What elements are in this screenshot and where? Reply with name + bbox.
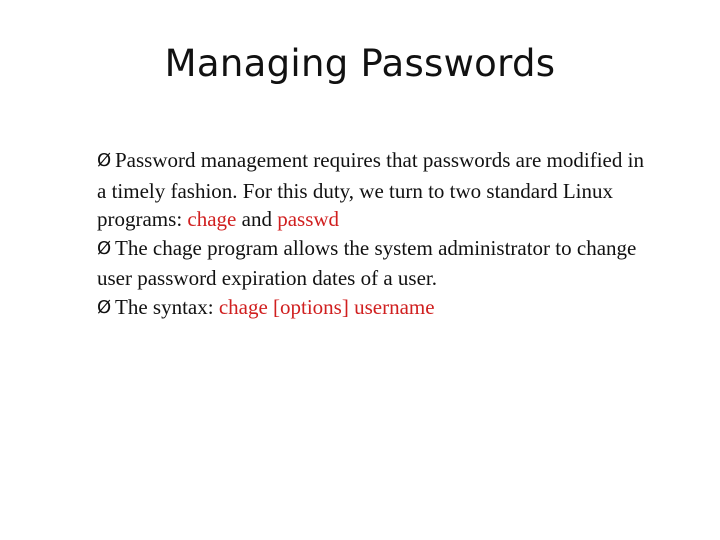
- bullet-3-text: The syntax:: [115, 294, 219, 319]
- slide-title: Managing Passwords: [164, 42, 556, 85]
- passwd-command: passwd: [277, 207, 340, 231]
- bullet-item-2: [97, 234, 657, 293]
- arrow-bullet-icon: Ø: [97, 237, 112, 259]
- bullet-1-text: Password management requires that passwords are modified in a timely fashion. For this duty, we turn to two standard Linux programs:: [97, 148, 644, 231]
- chage-command: chage: [187, 207, 237, 231]
- bullet-1-connector: and: [236, 207, 278, 231]
- chage-syntax: chage [options] username: [218, 294, 435, 319]
- bullet-2-text: The chage program allows the system administrator to change user password expiration dates of a user.: [97, 235, 637, 290]
- bullet-item-1: [97, 146, 657, 234]
- arrow-bullet-icon: Ø: [97, 296, 112, 318]
- arrow-bullet-icon: Ø: [97, 150, 112, 171]
- slide-body: [97, 146, 657, 323]
- bullet-item-3: [97, 293, 657, 324]
